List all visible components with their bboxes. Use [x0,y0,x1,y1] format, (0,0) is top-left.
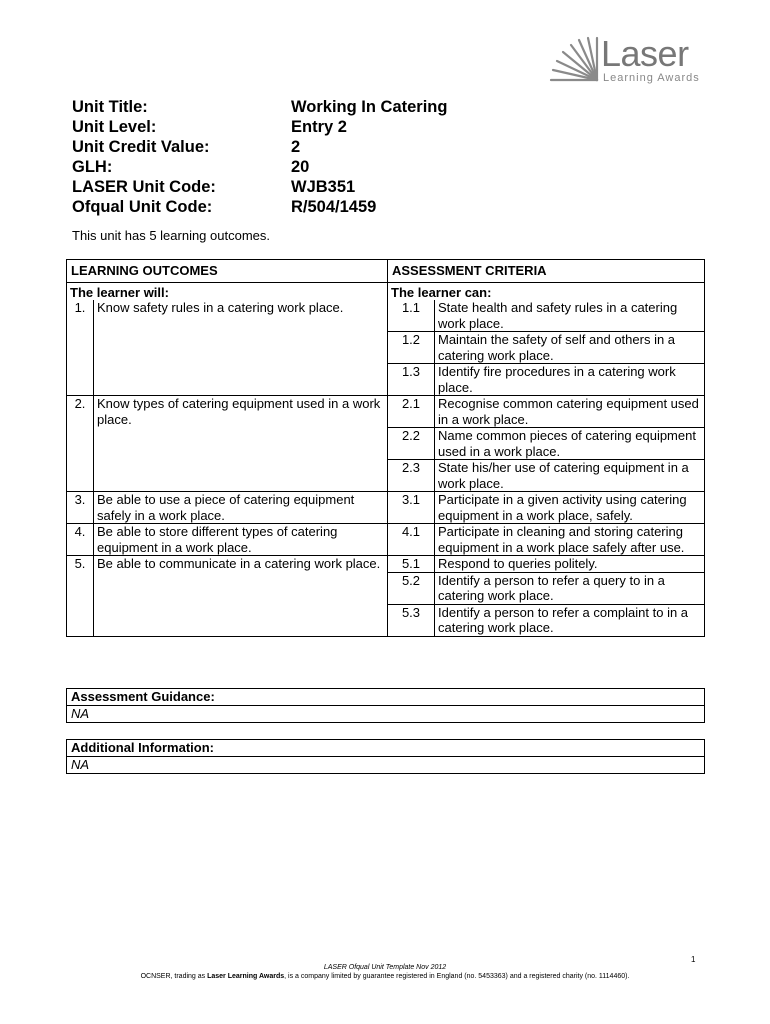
footer-template-line: LASER Ofqual Unit Template Nov 2012 [323,964,447,971]
criterion-number: 1.2 [388,332,435,364]
additional-information-value: NA [71,757,90,772]
criterion-text: Name common pieces of catering equipment used in a work place. [435,428,705,460]
additional-information-title: Additional Information: [67,740,704,757]
footer-company-line [0,973,770,980]
footer-post: , is a company limited by guarantee registered in England (no. 5453363) and a registered charity (no. 1114460). [284,973,630,980]
learner-can-label: The learner can: [388,282,705,300]
table-row [67,396,705,428]
criterion-number: 1.3 [388,364,435,396]
ofqual-code-row [72,197,447,217]
unit-level-value: Entry 2 [291,118,347,136]
criterion-text: Participate in a given activity using catering equipment in a work place, safely. [435,492,705,524]
ofqual-code-value: R/504/1459 [291,198,377,216]
criterion-number: 1.1 [388,300,435,332]
laser-code-row [72,177,447,197]
criterion-number: 5.3 [388,604,435,636]
outcome-number: 2. [67,396,94,492]
subheader-row [67,282,705,300]
logo-subtitle: Learning Awards [603,72,700,84]
learning-outcomes-header: LEARNING OUTCOMES [67,260,388,283]
outcome-text: Know safety rules in a catering work place. [94,300,388,396]
table-row [67,556,705,573]
laser-logo [545,33,705,84]
unit-credit-label: Unit Credit Value: [72,138,210,156]
outcome-number: 4. [67,524,94,556]
additional-information-box [66,739,705,774]
criterion-number: 4.1 [388,524,435,556]
table-row [67,300,705,332]
footer-brand: Laser Learning Awards [207,973,285,980]
outcome-number: 3. [67,492,94,524]
page-number: 1 [691,955,696,964]
glh-value: 20 [291,158,310,176]
criterion-text: State health and safety rules in a catering work place. [435,300,705,332]
outcomes-table [66,259,705,637]
assessment-guidance-value: NA [71,706,90,721]
criterion-number: 2.3 [388,460,435,492]
criterion-number: 2.2 [388,428,435,460]
unit-title-value: Working In Catering [291,98,448,116]
header-row [67,260,705,283]
table-row [67,492,705,524]
criterion-text: State his/her use of catering equipment in a work place. [435,460,705,492]
laser-code-value: WJB351 [291,178,356,196]
outcome-number: 1. [67,300,94,396]
outcome-text: Know types of catering equipment used in a work place. [94,396,388,492]
criterion-text: Identify a person to refer a query to in a catering work place. [435,572,705,604]
footer-pre: OCNSER, trading as [140,973,208,980]
unit-credit-row [72,137,447,157]
criterion-text: Participate in cleaning and storing catering equipment in a work place safely after use. [435,524,705,556]
criterion-number: 2.1 [388,396,435,428]
unit-level-row [72,117,447,137]
outcome-number: 5. [67,556,94,637]
unit-title-label: Unit Title: [72,98,148,116]
criterion-text: Respond to queries politely. [435,556,705,573]
unit-credit-value: 2 [291,138,301,156]
outcome-text: Be able to communicate in a catering work place. [94,556,388,637]
criterion-number: 3.1 [388,492,435,524]
intro-text: This unit has 5 learning outcomes. [72,228,270,243]
criterion-number: 5.1 [388,556,435,573]
glh-label: GLH: [72,158,113,176]
ofqual-code-label: Ofqual Unit Code: [72,198,213,216]
outcome-text: Be able to use a piece of catering equipment safely in a work place. [94,492,388,524]
learner-will-label: The learner will: [67,282,388,300]
sunburst-icon [545,36,601,82]
unit-details [72,97,447,217]
outcome-text: Be able to store different types of catering equipment in a work place. [94,524,388,556]
assessment-guidance-box [66,688,705,723]
criterion-number: 5.2 [388,572,435,604]
criterion-text: Maintain the safety of self and others in a catering work place. [435,332,705,364]
assessment-criteria-header: ASSESSMENT CRITERIA [388,260,705,283]
criterion-text: Identify a person to refer a complaint to in a catering work place. [435,604,705,636]
laser-code-label: LASER Unit Code: [72,178,216,196]
criterion-text: Recognise common catering equipment used in a work place. [435,396,705,428]
glh-row [72,157,447,177]
unit-title-row [72,97,447,117]
criterion-text: Identify fire procedures in a catering work place. [435,364,705,396]
assessment-guidance-title: Assessment Guidance: [67,689,704,706]
table-row [67,524,705,556]
logo-word: Laser [601,33,689,74]
unit-level-label: Unit Level: [72,118,157,136]
